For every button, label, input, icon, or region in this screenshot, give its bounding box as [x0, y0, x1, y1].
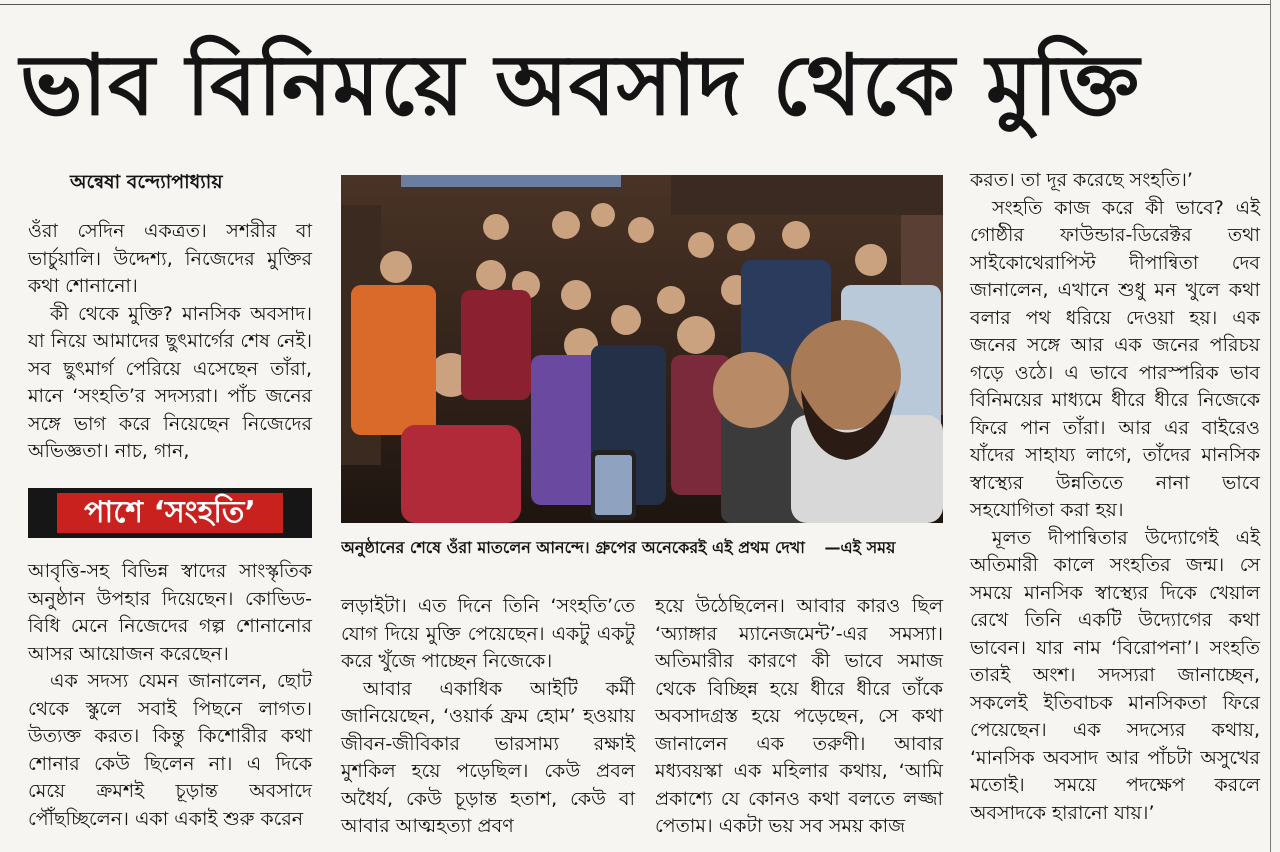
- column-2: [341, 593, 635, 841]
- paragraph: কী থেকে মুক্তি? মানসিক অবসাদ। যা নিয়ে আমাদের ছুৎমার্গের শেষ নেই। সব ছুৎমার্গ পেরিয়ে এসেছেন তাঁরা, মানে ‘সংহতি’র সদস্যরা। পাঁচ জনের সঙ্গে ভাগ করে নিয়েছেন নিজেদের অভিজ্ঞতা। নাচ, গান,: [28, 302, 312, 462]
- group-photo: [341, 175, 943, 523]
- side-heading: পাশে ‘সংহতি’: [57, 493, 283, 533]
- paragraph: আবার একাধিক আইটি কর্মী জানিয়েছেন, ‘ওয়ার্ক ফ্রম হোম’ হওয়ায় জীবন-জীবিকার ভারসাম্য রক্ষাই মুশকিল হয়ে পড়েছিল। কেউ প্রবল অধৈর্য, কেউ চূড়ান্ত হতাশ, কেউ বা আবার আত্মহত্যা প্রবণ: [341, 677, 635, 837]
- paragraph: আবৃত্তি-সহ বিভিন্ন স্বাদের সাংস্কৃতিক অনুষ্ঠান উপহার দিয়েছেন। কোভিড-বিধি মেনে নিজেদের গল্প শোনানোর আসর আয়োজন করেছেন।: [28, 560, 312, 665]
- column-3: [655, 593, 943, 841]
- paragraph: করত। তা দূর করেছে সংহতি।’: [970, 169, 1193, 191]
- side-heading-box: [28, 488, 312, 538]
- byline: অন্বেষা বন্দ্যোপাধ্যায়: [70, 171, 223, 193]
- column-4: [970, 167, 1260, 827]
- paragraph: সংহতি কাজ করে কী ভাবে? এই গোষ্ঠীর ফাউন্ডার-ডিরেক্টর তথা সাইকোথেরাপিস্ট দীপান্বিতা দেব জানালেন, এখানে শুধু মন খুলে কথা বলার পথ ধরিয়ে দেওয়া হয়। এক জনের সঙ্গে আর এক জনের পরিচয় গড়ে ওঠে। এ ভাবে পারস্পরিক ভাব বিনিময়ের মাধ্যমে ধীরে ধীরে নিজেকে ফিরে পান তাঁরা। আর এর বাইরেও যাঁদের সাহায্য লাগে, তাঁদের মানসিক স্বাস্থ্যের উন্নতিতে নানা ভাবে সহযোগিতা করা হয়।: [970, 196, 1260, 521]
- headline: ভাব বিনিময়ে অবসাদ থেকে মুক্তি: [20, 36, 1141, 134]
- paragraph: লড়াইটা। এত দিনে তিনি ‘সংহতি’তে যোগ দিয়ে মুক্তি পেয়েছেন। একটু একটু করে খুঁজে পাচ্ছেন নিজেকে।: [341, 595, 635, 672]
- paragraph: মূলত দীপান্বিতার উদ্যোগেই এই অতিমারী কালে সংহতির জন্ম। সে সময়ে মানসিক স্বাস্থ্যের দিকে খেয়াল রেখে তিনি একটি উদ্যোগের কথা ভাবেন। যার নাম ‘বিরোপনা’। সংহতি তারই অংশ। সদস্যরা জানাচ্ছেন, সকলেই ইতিবাচক মানসিকতা ফিরে পেয়েছেন। এক সদস্যের কথায়, ‘মানসিক অবসাদ আর পাঁচটা অসুখের মতোই। সময়ে পদক্ষেপ করলে অবসাদকে হারানো যায়।’: [970, 526, 1260, 824]
- paragraph: এক সদস্য যেমন জানালেন, ছোট থেকে স্কুলে সবাই পিছনে লাগত। উত্যক্ত করত। কিন্তু কিশোরীর কথা শোনার কেউ ছিলেন না। এ দিকে মেয়ে ক্রমশই চূড়ান্ত অবসাদে পৌঁছচ্ছিলেন। একা একাই শুরু করেন: [28, 670, 312, 830]
- column-1-top: [28, 218, 312, 466]
- right-rule: [1270, 0, 1271, 852]
- caption-text: অনুষ্ঠানের শেষে ওঁরা মাতলেন আনন্দে। গ্রুপের অনেকেরই এই প্রথম দেখা: [341, 538, 805, 557]
- paragraph: হয়ে উঠেছিলেন। আবার কারও ছিল ‘অ্যাঙ্গার ম্যানেজমেন্ট’-এর সমস্যা। অতিমারীর কারণে কী ভাবে সমাজ থেকে বিচ্ছিন্ন হয়ে ধীরে ধীরে তাঁকে অবসাদগ্রস্ত হয়ে পড়েছেন, সে কথা জানালেন এক তরুণী। আবার মধ্যবয়স্কা এক মহিলার কথায়, ‘আমি প্রকাশ্যে যে কোনও কথা বলতে লজ্জা পেতাম। একটা ভয় সব সময় কাজ: [655, 595, 943, 837]
- column-1-bottom: [28, 558, 312, 833]
- paragraph: ওঁরা সেদিন একত্রত। সশরীর বা ভার্চুয়ালি। উদ্দেশ্য, নিজেদের মুক্তির কথা শোনানো।: [28, 220, 312, 297]
- top-rule: [0, 4, 1270, 5]
- photo-credit: —এই সময়: [824, 538, 896, 557]
- photo-caption: [341, 535, 943, 562]
